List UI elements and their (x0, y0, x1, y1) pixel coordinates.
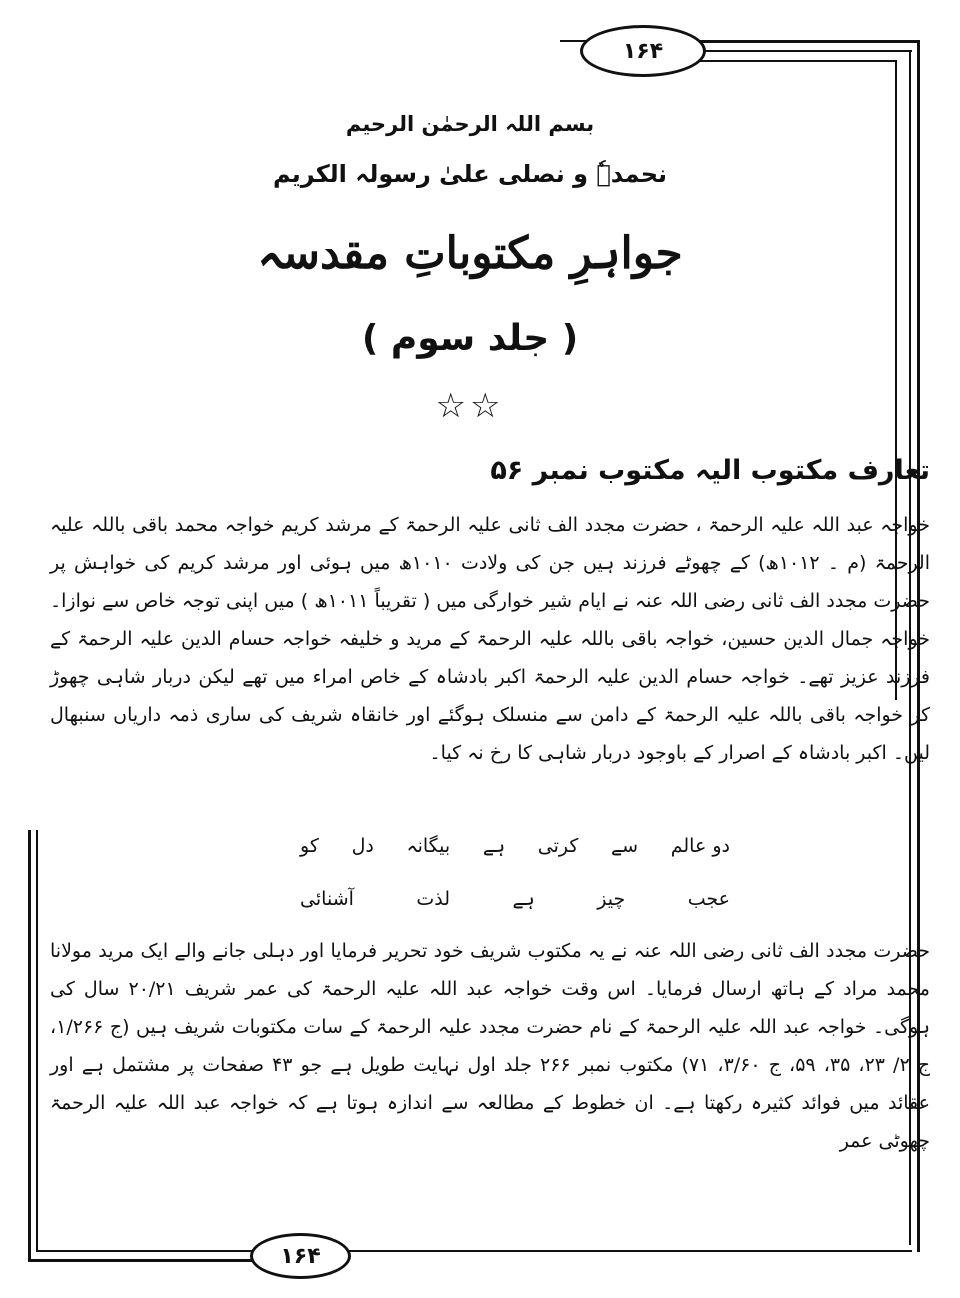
verse-word: ہے (482, 835, 506, 857)
bismillah-line: بسم اللہ الرحمٰن الرحیم (345, 112, 595, 136)
verse-word: دل (351, 835, 374, 857)
verse-word: سے (611, 835, 639, 857)
book-title: جواہرِ مکتوباتِ مقدسہ (257, 228, 683, 279)
frame-left-line-outer (28, 830, 31, 1262)
page-number-bottom: ۱۶۴ (250, 1233, 351, 1279)
verse-line-1 (300, 835, 730, 857)
verse-word: کو (300, 835, 319, 857)
paragraph-1: خواجہ عبد اللہ علیہ الرحمۃ ، حضرت مجدد الف ثانی علیہ الرحمۃ کے مرشد کریم خواجہ محمد باقی باللہ علیہ الرحمۃ (م ۔ ۱۰۱۲ھ) کے چھوٹے فرزند ہیں جن کی ولادت ۱۰۱۰ھ میں ہوئی اور مرشد کریم کی خواہش پر حضرت مجدد الف ثانی رضی اللہ عنہ نے ایام شیر خوارگی میں ( تقریباً ۱۰۱۱ھ ) میں اپنی توجہ خاص سے نوازا۔ خواجہ جمال الدین حسین، خواجہ باقی باللہ علیہ الرحمۃ کے مرید و خلیفہ خواجہ حسام الدین علیہ الرحمۃ کے فرزند عزیز تھے۔ خواجہ حسام الدین علیہ الرحمۃ اکبر بادشاہ کے خاص امراء میں تھے لیکن دربار شاہی چھوڑ کر خواجہ باقی باللہ علیہ الرحمۃ کے دامن سے منسلک ہوگئے اور خانقاہ شریف کی ساری ذمہ داریاں سنبھال لیں۔ اکبر بادشاہ کے اصرار کے باوجود دربار شاہی کا رخ نہ کیا۔ (50, 514, 930, 764)
section-heading: تعارف مکتوب الیہ مکتوب نمبر ۵۶ (490, 455, 930, 486)
frame-bottom-line-outer (28, 1259, 258, 1262)
frame-bottom-line-inner (36, 1250, 258, 1252)
verse-line-2 (300, 888, 730, 910)
verse-word: ہے (512, 888, 535, 910)
verse-word: دو عالم (670, 835, 730, 857)
paragraph-2: حضرت مجدد الف ثانی رضی اللہ عنہ نے یہ مکتوب شریف خود تحریر فرمایا اور دہلی جانے والے ایک مرید مولانا محمد مراد کے ہاتھ ارسال فرمایا۔ اس وقت خواجہ عبد اللہ علیہ الرحمۃ کی عمر شریف ۲۰/۲۱ سال کی ہوگی۔ خواجہ عبد اللہ علیہ الرحمۃ کے نام حضرت مجدد علیہ الرحمۃ کے سات مکتوبات شریف ہیں (ج ۱/۲۶۶، ج ۲/ ۲۳، ۳۵، ۵۹، ج ۳/۶۰، ۷۱) مکتوب نمبر ۲۶۶ جلد اول نہایت طویل ہے جو ۴۳ صفحات پر مشتمل ہے اور عقائد میں فوائد کثیرہ رکھتا ہے۔ ان خطوط کے مطالعہ سے اندازہ ہوتا ہے کہ خواجہ عبد اللہ علیہ الرحمۃ چھوٹی عمر (50, 940, 931, 1152)
verse-word: کرتی (537, 835, 579, 857)
verse-word: آشنائی (300, 888, 354, 910)
salutation-line: نحمدہٗ و نصلی علیٰ رسولہ الکریم (272, 160, 668, 188)
page-number-top: ۱۶۴ (580, 25, 706, 77)
verse-word: لذت (416, 888, 451, 910)
verse-word: چیز (597, 888, 626, 910)
volume-label: ( جلد سوم ) (361, 318, 579, 359)
star-ornament: ☆☆ (435, 386, 505, 426)
frame-left-line-inner (36, 830, 38, 1252)
frame-bottom-right-line (340, 1250, 912, 1252)
verse-word: عجب (687, 888, 730, 910)
verse-word: بیگانہ (406, 835, 451, 857)
